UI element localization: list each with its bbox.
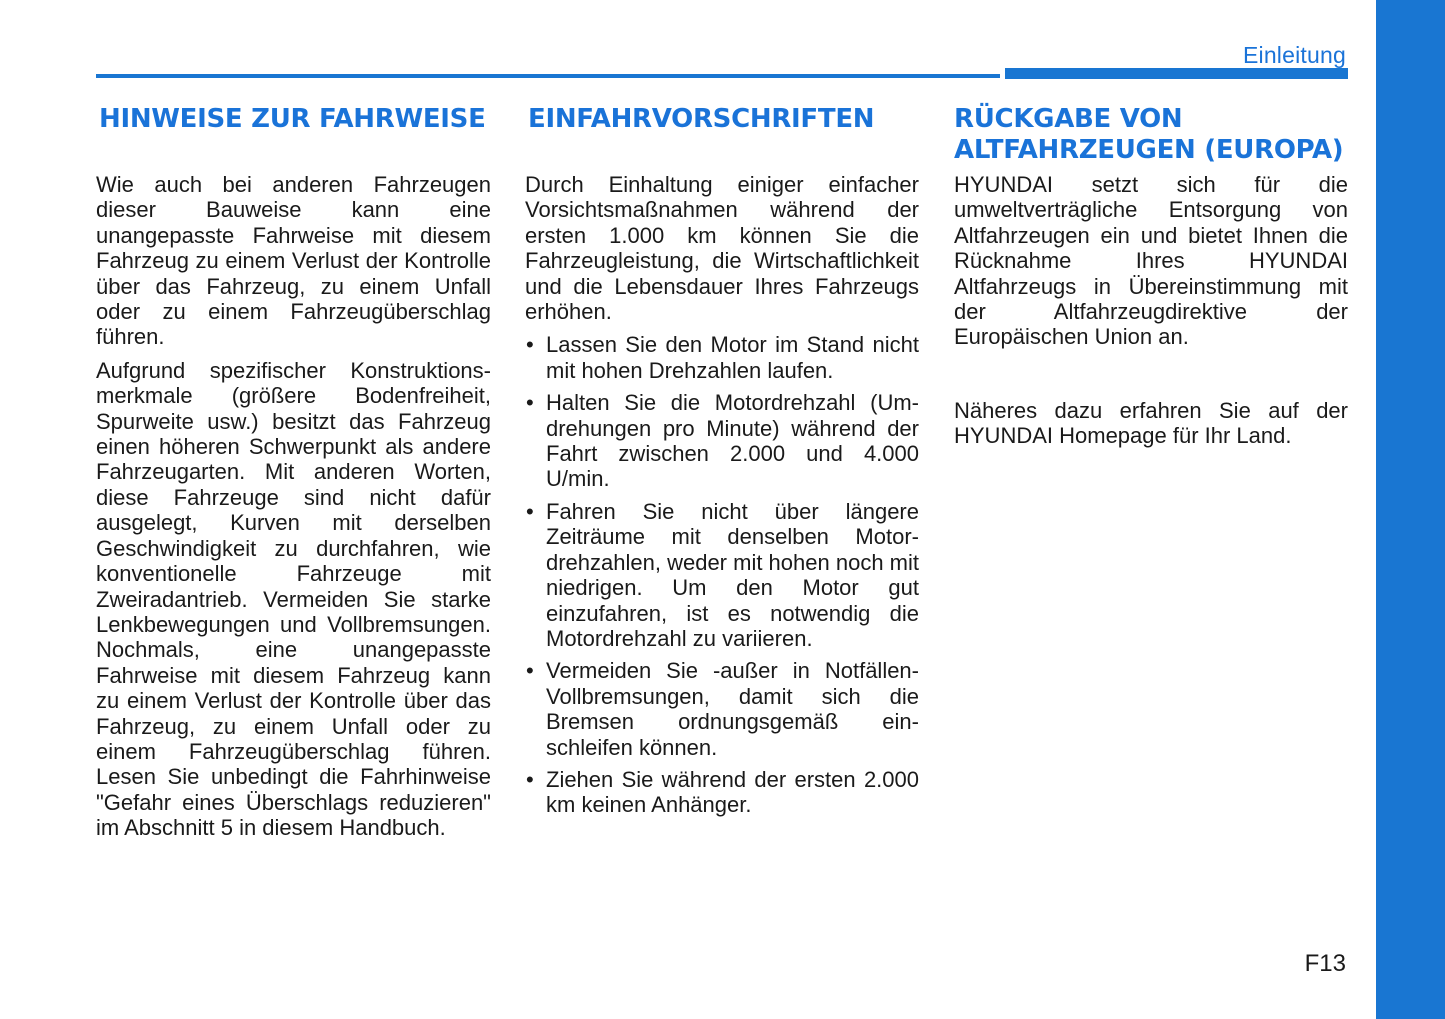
break-in-intro: Durch Einhaltung einiger einfacher Vorsichtsmaßnahmen während der ersten 1.000 km können Sie die Fahrzeugleistung, die Wirtschaftlichkeit und die Lebensdauer Ihres Fahrzeugs erhöhen.: [525, 172, 919, 325]
list-item: [525, 767, 919, 818]
recycling-paragraph: HYUNDAI setzt sich für die umweltverträgliche Entsorgung von Altfahrzeugen ein und bietet Ihnen die Rücknahme Ihres HYUNDAI Altfahrzeugs in Übereinstimmung mit der Altfahrzeugdirektive der Europäischen Union an.: [954, 172, 1348, 350]
page-number: F13: [1304, 950, 1346, 977]
list-item: [525, 499, 919, 651]
list-item: [525, 658, 919, 760]
bullet-icon: •: [526, 332, 534, 358]
list-item-text: Ziehen Sie während der ersten 2.000 km keinen Anhänger.: [546, 766, 919, 818]
chapter-side-tab: [1376, 0, 1445, 1019]
list-item-text: Fahren Sie nicht über längere Zeiträume mit denselben Motordrehzahlen, weder mit hohen noch mit niedrigen. Um den Motor gut einzufahren, ist es notwendig die Motordrehzahl zu variieren.: [546, 498, 919, 651]
recycling-paragraph: Näheres dazu erfahren Sie auf der HYUNDAI Homepage für Ihr Land.: [954, 397, 1348, 449]
recycling-heading: RÜCKGABE VON ALTFAHRZEUGEN (EUROPA): [954, 104, 1344, 165]
header-rule-accent: [1005, 68, 1348, 79]
driving-notes-heading: HINWEISE ZUR FAHRWEISE: [99, 104, 486, 134]
section-label: Einleitung: [1242, 42, 1346, 68]
driving-notes-paragraph: Aufgrund spezifischer Konstruktionsmerkmale (größere Bodenfreiheit, Spurweite usw.) besitzt das Fahrzeug einen höheren Schwerpunkt als andere Fahrzeugarten. Mit anderen Worten, diese Fahrzeuge sind nicht dafür ausgelegt, Kurven mit derselben Geschwindigkeit zu durchfahren, wie konventionelle Fahrzeuge mit Zweiradantrieb. Vermeiden Sie starke Lenkbewegungen und Vollbremsungen. Nochmals, eine unangepasste Fahrweise mit diesem Fahrzeug kann zu einem Verlust der Kontrolle über das Fahrzeug, zu einem Unfall oder zu einem Fahrzeugüberschlag führen. Lesen Sie unbedingt die Fahrhinweise "Gefahr eines Überschlags reduzieren" im Abschnitt 5 in diesem Handbuch.: [96, 357, 491, 841]
list-item-text: Halten Sie die Motordrehzahl (Umdrehungen pro Minute) während der Fahrt zwischen 2.000 und 4.000 U/min.: [546, 390, 919, 492]
driving-notes-column: [96, 100, 491, 849]
header-rule: [96, 74, 1000, 78]
list-item: [525, 390, 919, 492]
break-in-list: [525, 332, 919, 817]
list-item: [525, 332, 919, 383]
recycling-column: [954, 100, 1348, 457]
bullet-icon: •: [526, 498, 534, 524]
bullet-icon: •: [526, 390, 534, 416]
bullet-icon: •: [526, 766, 534, 792]
list-item-text: Lassen Sie den Motor im Stand nicht mit hohen Drehzahlen laufen.: [546, 332, 919, 383]
break-in-column: [525, 100, 919, 825]
bullet-icon: •: [526, 658, 534, 684]
list-item-text: Vermeiden Sie -außer in Notfällen-Vollbremsungen, damit sich die Bremsen ordnungsgemäß einschleifen können.: [546, 658, 919, 760]
break-in-heading: EINFAHRVORSCHRIFTEN: [528, 104, 875, 134]
paragraph-spacer: [954, 358, 1348, 398]
driving-notes-paragraph: Wie auch bei anderen Fahrzeugen dieser Bauweise kann eine unangepasste Fahrweise mit diesem Fahrzeug zu einem Verlust der Kontrolle über das Fahrzeug, zu einem Unfall oder zu einem Fahrzeugüberschlag führen.: [96, 172, 491, 350]
